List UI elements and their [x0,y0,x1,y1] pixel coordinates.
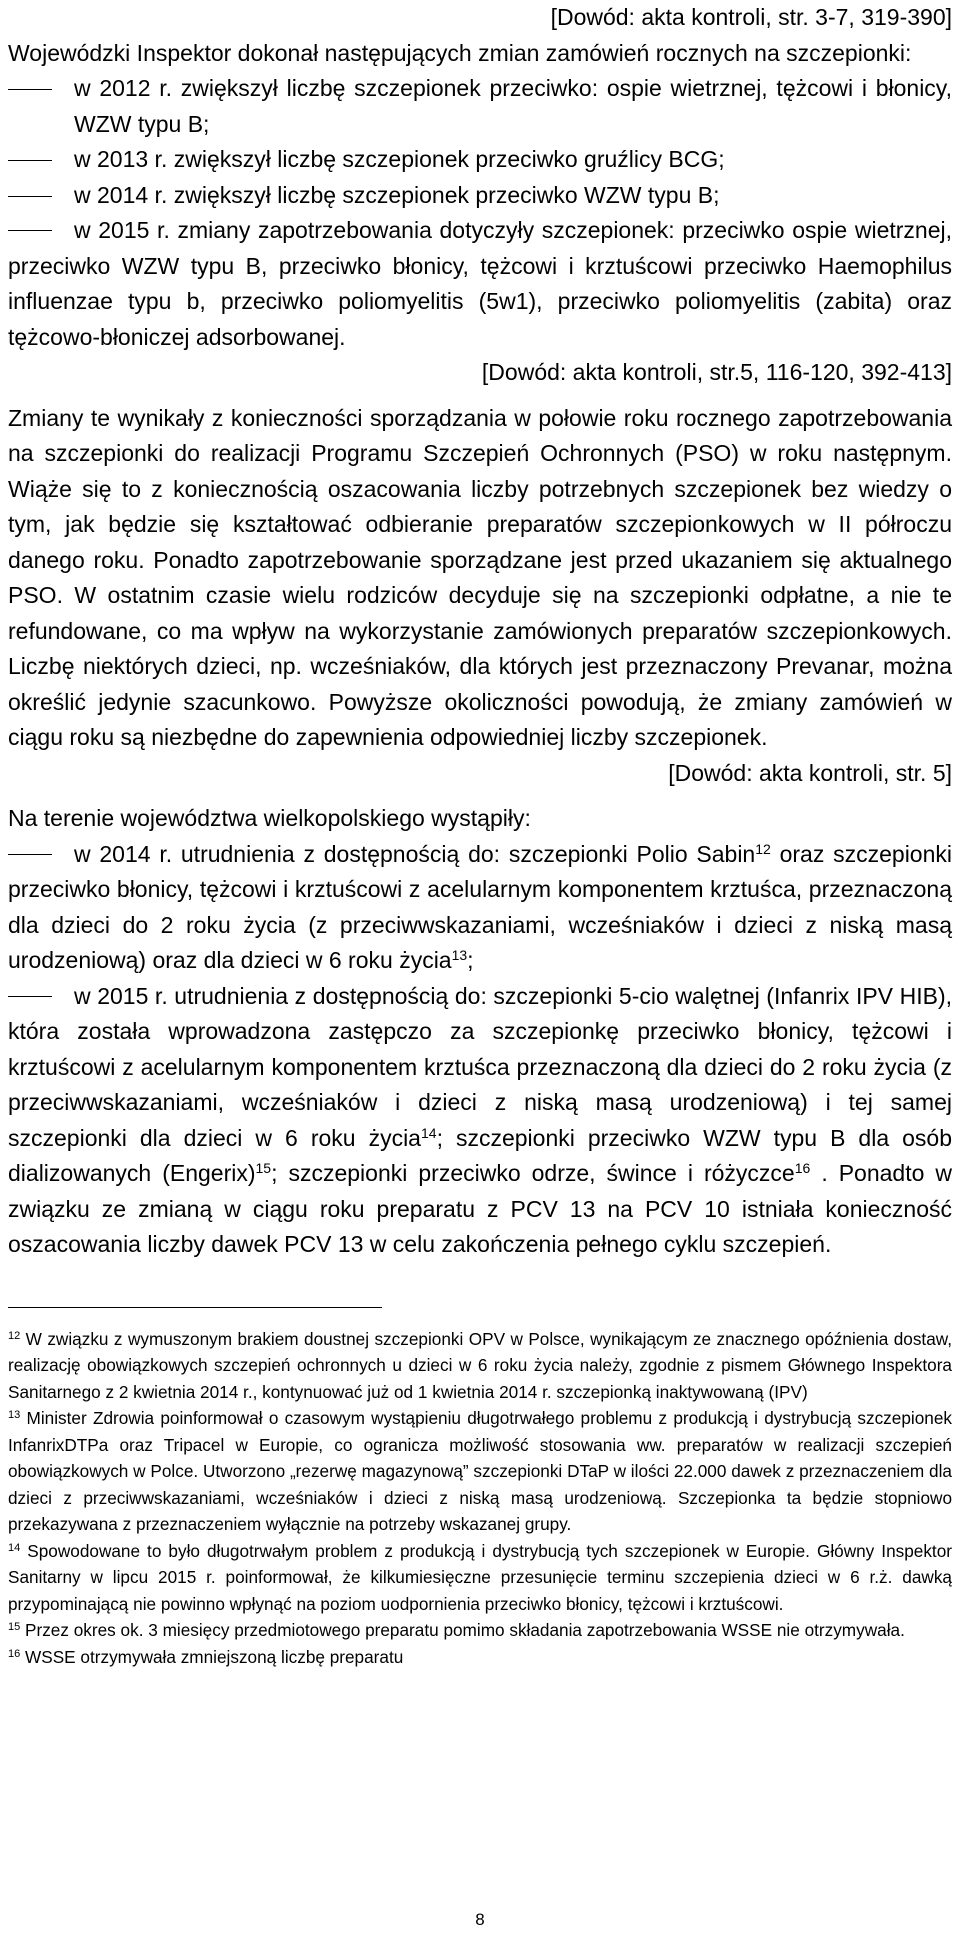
list-item-text: ; szczepionki przeciwko WZW typu B dla osób dializowanych (Engerix) [8,1124,952,1186]
list-item-text: w 2013 r. zwiększył liczbę szczepionek przeciwko gruźlicy BCG; [74,146,725,172]
page-number: 8 [475,1910,485,1929]
footnote-number: 12 [8,1329,21,1342]
dash-bullet [8,142,74,178]
list-item [8,142,952,178]
footnote [8,1326,952,1406]
footnote-separator [8,1307,382,1308]
list-item-text: w 2014 r. zwiększył liczbę szczepionek przeciwko WZW typu B; [74,181,720,208]
footnote-ref[interactable]: 13 [451,947,468,963]
dash-bullet [8,231,74,232]
footnote-ref[interactable]: 16 [794,1160,811,1176]
body-paragraph: Zmiany te wynikały z konieczności sporządzania w połowie roku rocznego zapotrzebowania na szczepionki do realizacji Programu Szczepień Ochronnych (PSO) w roku następnym. Wiąże się to z koniecznością oszacowania liczby potrzebnych szczepionek bez wiedzy o tym, jak będzie się kształtować odbieranie preparatów szczepionkowych w II półroczu danego roku. Ponadto zapotrzebowanie sporządzane jest przed ukazaniem się aktualnego PSO. W ostatnim czasie wielu rodziców decyduje się na szczepionki odpłatne, a nie te refundowane, co ma wpływ na wykorzystanie zamówionych preparatów szczepionkowych. Liczbę niektórych dzieci, np. wcześniaków, dla których jest przeznaczony Prevanar, można określić jedynie szacunkowo. Powyższe okoliczności powodują, że zmiany zamówień w ciągu roku są niezbędne do zapewnienia odpowiedniej liczby szczepionek. [8,404,952,750]
footnote [8,1538,952,1618]
list-item-text: w 2015 r. zmiany zapotrzebowania dotyczyły szczepionek: przeciwko ospie wietrznej, przeciwko WZW typu B, przeciwko błonicy, tężcowi i krztuścowi przeciwko Haemophilus influenzae typu b, przeciwko poliomyelitis (5w1), przeciwko poliomyelitis (zabita) oraz tężcowo-błoniczej adsorbowanej. [8,217,952,350]
list-item-text: ; [467,947,474,973]
dash-bullet [8,997,74,998]
list-item-text: . Ponadto w związku ze zmianą w ciągu roku preparatu z PCV 13 na PCV 10 istniała konieczność oszacowania liczby dawek PCV 13 w celu zakończenia pełnego cyklu szczepień. [8,1160,953,1257]
list-item-text: w 2015 r. utrudnienia z dostępnością do: szczepionki 5-cio walętnej (Infanrix IPV HIB), która została wprowadzona zastępczo za szczepionkę przeciwko błonicy, tężcowi i krztuścowi z acelularnym komponentem krztuśca przeznaczoną dla dzieci do 2 roku życia (z przeciwwskazaniami, wcześniaków i dzieci z niską masą urodzeniową) i tej samej szczepionki dla dzieci w 6 roku życia [8,982,952,1151]
intro-paragraph: Wojewódzki Inspektor dokonał następujących zmian zamówień rocznych na szczepionki: [8,39,912,66]
footnote [8,1617,952,1644]
list-item [8,213,952,355]
list-item [8,178,952,214]
list-item-text: w 2014 r. utrudnienia z dostępnością do: szczepionki Polio Sabin [74,840,756,867]
list-item-text: ; szczepionki przeciwko odrze, śwince i różyczce [271,1160,795,1186]
section-intro: Na terenie województwa wielkopolskiego wystąpiły: [8,805,531,831]
evidence-reference: [Dowód: akta kontroli, str. 3-7, 319-390] [550,4,952,30]
footnote-text: W związku z wymuszonym brakiem doustnej szczepionki OPV w Polsce, wynikającym ze znacznego opóźnienia dostaw, realizację obowiązkowych szczepień ochronnych u dzieci w 6 roku życia należy, zgodnie z pismem Głównego Inspektora Sanitarnego z 2 kwietnia 2014 r., kontynuować już od 1 kwietnia 2014 r. szczepionką inaktywowaną (IPV) [8,1328,952,1402]
evidence-reference: [Dowód: akta kontroli, str.5, 116-120, 392-413] [481,359,952,385]
footnote-number: 15 [8,1621,21,1633]
dash-bullet [8,71,74,142]
footnote-text: WSSE otrzymywała zmniejszoną liczbę preparatu [20,1646,404,1667]
dash-bullet [8,855,74,856]
footnote-ref[interactable]: 14 [420,1124,437,1141]
footnote-text: Minister Zdrowia poinformował o czasowym wystąpieniu długotrwałego problemu z produkcją i dystrybucją szczepionek InfanrixDTPa oraz Tripacel w Europie, co ogranicza możliwość stosowania ww. preparatów w realizacji szczepień obowiązkowych w Polce. Utworzono „rezerwę magazynową” szczepionki DTaP w ilości 22.000 dawek z przeznaczeniem dla dzieci z przeciwwskazaniami, wcześniaków i dzieci z niską masą urodzeniową. Szczepionka ta będzie stopniowo przekazywana z przeznaczeniem wyłącznie na potrzeby wskazanej grupy. [8,1408,952,1534]
footnote-ref[interactable]: 12 [755,840,771,857]
list-item [8,71,952,142]
footnote-number: 14 [8,1541,21,1554]
list-item-text: w 2012 r. zwiększył liczbę szczepionek przeciwko: ospie wietrznej, tężcowi i błonicy, WZW typu B; [74,75,952,137]
footnote-text: Przez okres ok. 3 miesięcy przedmiotowego preparatu pomimo składania zapotrzebowania WSSE nie otrzymywała. [20,1620,905,1640]
footnote-ref[interactable]: 15 [255,1160,272,1176]
list-item [8,979,952,1263]
footnote-number: 13 [8,1409,21,1421]
footnote [8,1644,952,1671]
evidence-reference: [Dowód: akta kontroli, str. 5] [668,759,952,786]
list-item-text: oraz szczepionki przeciwko błonicy, tężcowi i krztuścowi z acelularnym komponentem krztuśca, przeznaczoną dla dzieci do 2 roku życia (z przeciwwskazaniami, wcześniaków i dzieci z niską masą urodzeniową) oraz dla dzieci w 6 roku życia [8,840,952,973]
footnote-text: Spowodowane to było długotrwałym problem z produkcją i dystrybucją tych szczepionek w Europie. Główny Inspektor Sanitarny w lipcu 2015 r. poinformował, że kilkumiesięczne przesunięcie terminu szczepienia dzieci w 6 r.ż. dawką przypominającą nie powinno wpłynąć na poziom uodpornienia przeciwko błonicy, tężcowi i krztuścowi. [8,1540,952,1614]
list-item [8,837,952,979]
footnote-number: 16 [8,1647,21,1660]
footnote [8,1405,952,1538]
dash-bullet [8,178,74,214]
